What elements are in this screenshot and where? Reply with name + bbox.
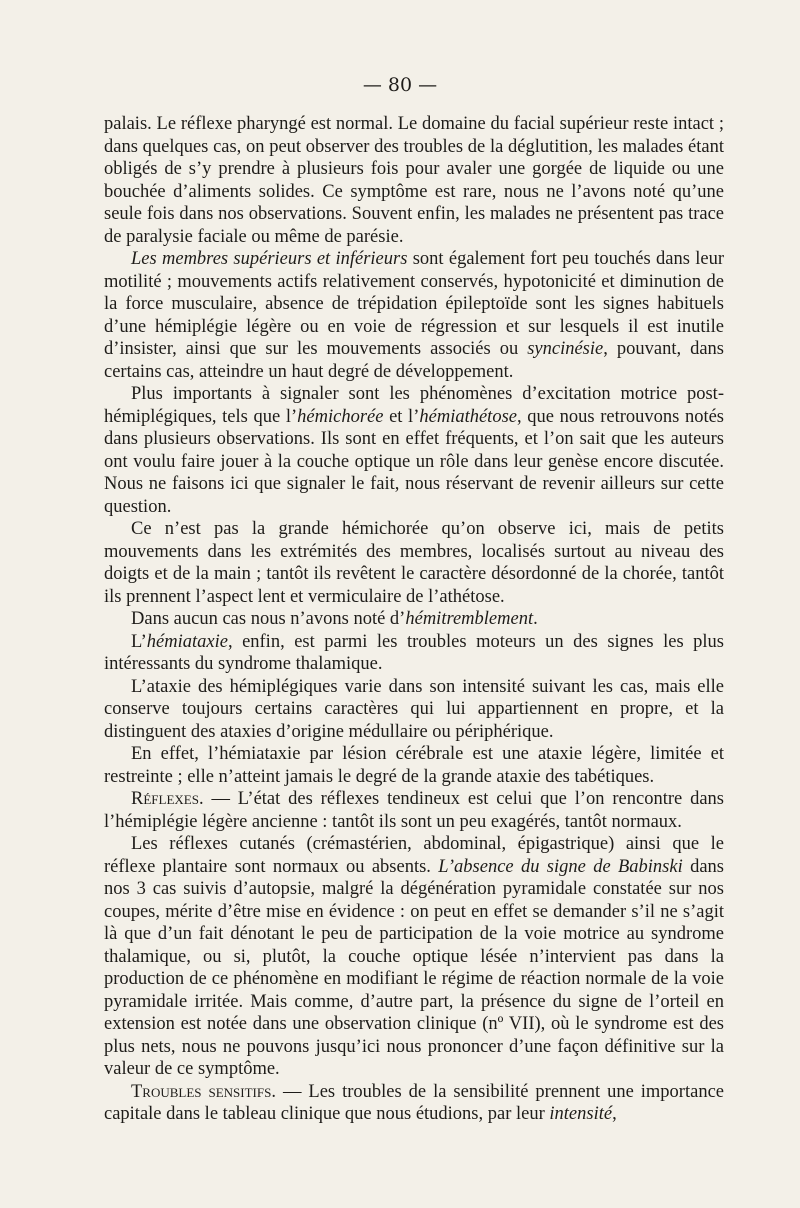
paragraph-5: Dans aucun cas nous n’avons noté d’hémitremblement.: [131, 609, 538, 629]
paragraph-7: L’ataxie des hémiplégiques varie dans son intensité suivant les cas, mais elle conserve toujours certains caractères qui lui appartiennent en propre, et la distinguent des ataxies d’origine médullaire ou périphérique.: [104, 676, 724, 742]
paragraph-4: Ce n’est pas la grande hémichorée qu’on observe ici, mais de petits mouvements dans les extrémités des membres, localisés surtout au niveau des doigts et de la main ; tantôt ils revêtent le caractère désordonné de la chorée, tantôt ils prennent l’aspect lent et vermiculaire de l’athétose.: [104, 519, 724, 607]
paragraph-2: Les membres supérieurs et inférieurs sont également fort peu touchés dans leur motilité ; mouvements actifs relativement conservés, hypotonicité et diminution de la force musculaire, absence de trépidation épileptoïde sont les signes habituels d’une hémiplégie légère ou en voie de régression et sur lesquels il est inutile d’insister, ainsi que sur les mouvements associés ou syncinésie, pouvant, dans certains cas, atteindre un haut degré de développement.: [104, 249, 724, 382]
page-number: — 80 —: [362, 74, 438, 96]
paragraph-6: L’hémiataxie, enfin, est parmi les troubles moteurs un des signes les plus intéressants du syndrome thalamique.: [104, 631, 724, 674]
section-heading-reflexes: Réflexes.: [131, 789, 204, 809]
section-heading-troubles-sensitifs: Troubles sensitifs.: [131, 1081, 276, 1102]
paragraph-9: Réflexes. — L’état des réflexes tendineux est celui que l’on rencontre dans l’hémiplégie légère ancienne : tantôt ils sont un peu exagérés, tantôt normaux.: [104, 789, 724, 832]
paragraph-11: Troubles sensitifs. — Les troubles de la sensibilité prennent une importance capitale dans le tableau clinique que nous étudions, par leur intensité,: [104, 1081, 724, 1124]
body-text: [104, 113, 724, 1126]
paragraph-1: palais. Le réflexe pharyngé est normal. Le domaine du facial supérieur reste intact ; dans quelques cas, on peut observer des troubles de la déglutition, les malades étant obligés de s’y prendre à plusieurs fois pour avaler une gorgée de liquide ou une bouchée d’aliments solides. Ce symptôme est rare, nous ne l’avons noté qu’une seule fois dans nos observations. Souvent enfin, les malades ne présentent pas trace de paralysie faciale ou même de parésie.: [104, 114, 724, 247]
paragraph-10: Les réflexes cutanés (crémastérien, abdominal, épigastrique) ainsi que le réflexe plantaire sont normaux ou absents. L’absence du signe de Babinski dans nos 3 cas suivis d’autopsie, malgré la dégénération pyramidale constatée sur nos coupes, mérite d’être mise en évidence : on peut en effet se demander s’il ne s’agit là que d’un fait dénotant le peu de participation de la voie motrice au syndrome thalamique, ou si, plutôt, la couche optique lésée n’intervient pas dans la production de ce phénomène en modifiant le régime de réaction normale de la voie pyramidale irritée. Mais comme, d’autre part, la présence du signe de l’orteil en extension est notée dans une observation clinique (nº VII), où le syndrome est des plus nets, nous ne pouvons jusqu’ici nous prononcer d’une façon définitive sur la valeur de ce symptôme.: [104, 834, 724, 1079]
paragraph-8: En effet, l’hémiataxie par lésion cérébrale est une ataxie légère, limitée et restreinte ; elle n’atteint jamais le degré de la grande ataxie des tabétiques.: [104, 744, 724, 787]
paragraph-3: Plus importants à signaler sont les phénomènes d’excitation motrice post-hémiplégiques, tels que l’hémichorée et l’hémiathétose, que nous retrouvons notés dans plusieurs observations. Ils sont en effet fréquents, et l’on sait que les auteurs ont voulu faire jouer à la couche optique un rôle dans leur genèse encore discutée. Nous ne faisons ici que signaler le fait, nous réservant de revenir ailleurs sur cette question.: [104, 384, 724, 517]
